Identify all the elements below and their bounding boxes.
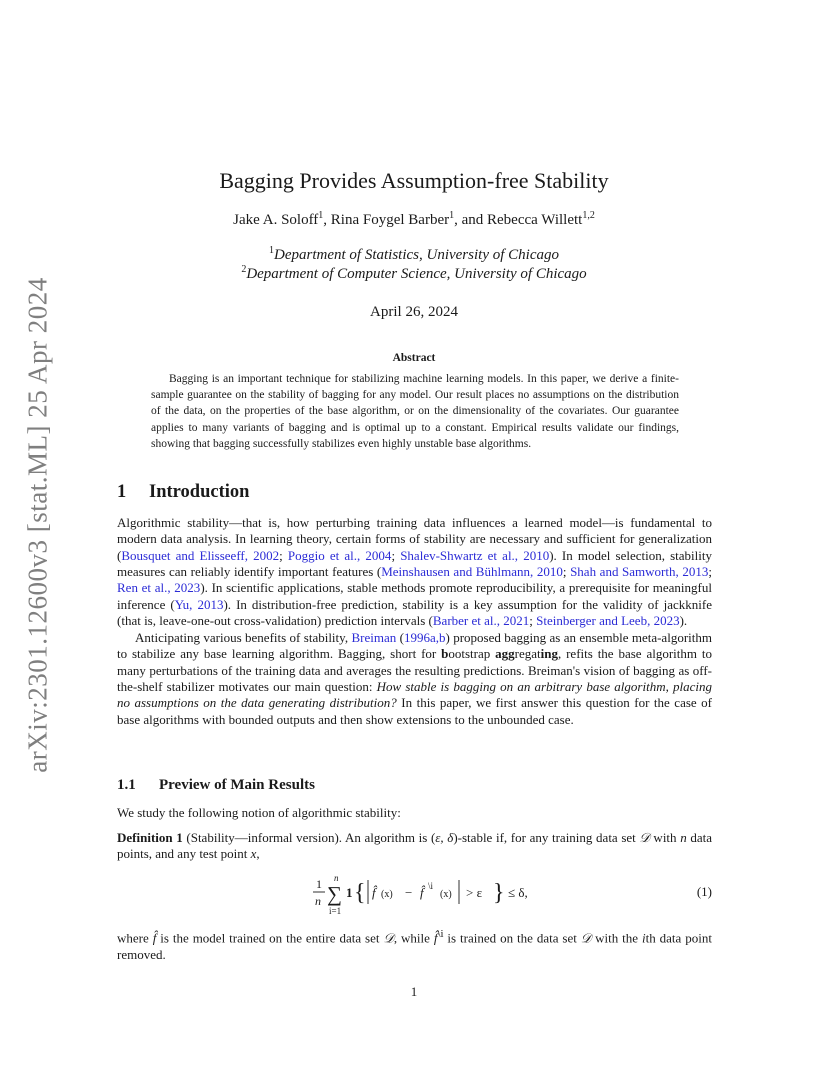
text-run: ). In distribution-free prediction, stability is a key assumption for the validity of jackknife (that is, leave-one-out cross-validation) prediction intervals ( [117,596,712,629]
text-run: proposed bagging as an ensemble meta-algorithm to stabilize any base learning algorithm. Bagging, short for [117,630,712,662]
abstract-text: Bagging is an important technique for stabilizing machine learning models. In this paper, we derive a finite-sample guarantee on the stability of bagging for any model. Our result places no assumptions on the distribution of the data, on the properties of the base algorithm, or on the dimensionality of the covariates. Our guarantee applies to many variants of bagging and is optimal up to a constant. Empirical results validate our findings, showing that bagging successfully stabilizes even highly unstable base algorithms. [151,373,679,450]
equation-1 [117,872,712,918]
math-n: n [680,830,687,845]
section-heading-introduction [117,482,249,503]
bold-letter: agg [495,646,515,662]
definition-label: Definition 1 [117,830,183,845]
text-run: ). In model selection, stability measures can reliably identify important features ( [117,547,713,580]
citation-link[interactable]: Meinshausen and Bühlmann, 2010 [381,564,563,580]
math-x: x [250,846,257,862]
text-run: regat [514,646,541,662]
text-run: is the model trained on the entire data set [156,930,384,946]
equation-number: (1) [696,884,712,899]
text-run: where [117,930,153,946]
affiliation-1 [0,245,828,264]
text-run: , refits the base algorithm to many perturbations of the training data and averages the resulting predictions. Breiman's vision of bagging as off-the-shelf stabilizer motivates our main question: [117,646,712,695]
indicator-symbol: 1 [346,885,353,900]
section-title: Introduction [149,482,250,502]
text-run: In this paper, we first answer this question for the case of base algorithms with bounded outputs and then show extensions to the unbounded case. [117,695,712,727]
math-dataset: 𝒟 [580,930,592,946]
text-run: Anticipating various benefits of stability, [135,630,352,645]
text-run: ). In scientific applications, stable methods promote reproducibility, a prerequisite for meaningful inference ( [117,580,712,612]
post-equation-paragraph [117,926,712,963]
main-question: How stable is bagging on an arbitrary base algorithm, placing no assumptions on the data generating distribution? [117,679,712,711]
arg-x: (x) [381,889,393,900]
equation-1-formula [313,872,573,918]
text-run: , [256,846,260,862]
text-run: with [649,830,681,845]
text-run: )-stable if, for any training data set [453,830,640,845]
affiliation-2 [0,264,828,283]
abstract-heading: Abstract [392,352,436,364]
math-dataset: 𝒟 [383,930,394,946]
math-fhat: f̂ [152,930,157,946]
math-fhat-loo: f̂ [433,930,438,946]
math-i: i [641,930,646,946]
citation-link[interactable]: 1996a,b [403,630,446,645]
author-2-sup: 1 [449,210,455,221]
fraction-denominator: n [315,894,321,908]
subsection-paragraph: We study the following notion of algorithmic stability: [117,805,401,820]
intro-paragraph-1: Algorithmic stability—that is, how perturbing training data influences a learned model—is fundamental to modern data analysis. In learning theory, certain forms of stability are necessary and sufficient for generalization (Bousquet and Elisseeff, 2002; Poggio et al., 2004; Shalev-Shwartz et al., 2010). In model selection, stability measures can reliably identify important features (Meinshausen and Bühlmann, 2010; Shah and Samworth, 2013; Ren et al., 2023). In scientific applications, stable methods promote reproducibility, a prerequisite for meaningful inference (Yu, 2013). In distribution-free prediction, stability is a key assumption for the validity of jackknife (that is, leave-one-out cross-validation) prediction intervals (Barber et al., 2021; Steinberger and Leeb, 2023). [117,515,713,629]
math-eps-delta: ε, δ [435,830,454,845]
author-1-sup: 1 [318,210,324,221]
citation-link[interactable]: Barber et al., 2021 [432,613,530,629]
affiliation-2-text: Department of Computer Science, University of Chicago [246,266,587,282]
citation-link[interactable]: Yu, 2013 [174,596,224,612]
sum-upper-limit: n [334,873,339,883]
text-run: with the [591,930,642,946]
math-loo-sup: \i [437,928,444,940]
subsection-title: Preview of Main Results [159,777,315,793]
citation-link[interactable]: Shalev-Shwartz et al., 2010 [400,547,550,563]
affiliation-1-text: Department of Statistics, University of Chicago [274,247,559,263]
bold-letter: ing [540,646,558,662]
definition-1 [117,830,712,863]
paper-date: April 26, 2024 [370,304,458,320]
citation-link[interactable]: Ren et al., 2023 [117,580,201,596]
text-run: Algorithmic stability—that is, how perturbing training data influences a learned model—is fundamental to modern data analysis. In learning theory, certain forms of stability are necessary and sufficient for generalization ( [117,515,712,563]
affiliation-2-sup: 2 [241,264,247,275]
affiliation-1-sup: 1 [269,245,274,256]
text-run: is trained on the data set [443,930,581,946]
fraction-numerator: 1 [316,877,322,891]
greater-than-eps: > ε [466,885,483,900]
author-2: Rina Foygel Barber [330,212,450,228]
section-number: 1 [117,482,127,502]
f-hat-loo: f̂ [420,885,424,900]
text-run: ootstrap [448,646,496,662]
author-1: Jake A. Soloff [233,212,319,228]
subsection-heading [117,777,315,794]
author-list: Jake A. Soloff$^1$, Rina Foygel Barber$^1$, and Rebecca Willett$^{1,2}$ [233,210,595,228]
author-3: and Rebecca Willett [461,212,583,228]
text-run: (Stability—informal version). An algorithm is ( [182,830,436,845]
arxiv-id-text: arXiv:2301.12600v3 [stat.ML] 25 Apr 2024 [22,277,53,773]
brace-open: { [354,880,366,906]
arg-x-2: (x) [440,889,452,900]
f-hat: f̂ [372,885,376,900]
sum-symbol: ∑ [327,882,342,906]
loo-superscript: \i [428,881,434,891]
sum-lower-limit: i=1 [329,906,342,916]
text-run: , while [393,930,434,946]
author-3-sup: 1,2 [582,210,595,221]
paper-title: Bagging Provides Assumption-free Stability [219,168,609,193]
leq-delta: ≤ δ, [508,885,528,900]
math-dataset: 𝒟 [639,830,650,845]
citation-link[interactable]: Breiman [351,630,397,645]
bold-letter: b [441,646,449,662]
minus-sign: − [405,885,413,900]
brace-close: } [493,880,505,906]
text-run: ). [679,613,688,629]
subsection-number: 1.1 [117,777,136,793]
citation-link[interactable]: Steinberger and Leeb, 2023 [536,613,680,629]
citation-link[interactable]: Poggio et al., 2004 [287,547,392,563]
citation-link[interactable]: Shah and Samworth, 2013 [570,564,709,580]
text-run: th data point removed. [117,930,712,962]
page-number: 1 [410,984,418,999]
text-run: data points, and any test point [117,830,712,862]
intro-paragraph-2: Anticipating various benefits of stability, Breiman (1996a,b) proposed bagging as an ensemble meta-algorithm to stabilize any base learning algorithm. Bagging, short for bootstrap aggregating, refits the base algorithm to many perturbations of the training data and averages the resulting predictions. Breiman's vision of bagging as off-the-shelf stabilizer motivates our main question: How stable is bagging on an arbitrary base algorithm, placing no assumptions on the data generating distribution? In this paper, we first answer this question for the case of base algorithms with bounded outputs and then show extensions to the unbounded case. [117,630,712,727]
citation-link[interactable]: Bousquet and Elisseeff, 2002 [121,547,280,563]
